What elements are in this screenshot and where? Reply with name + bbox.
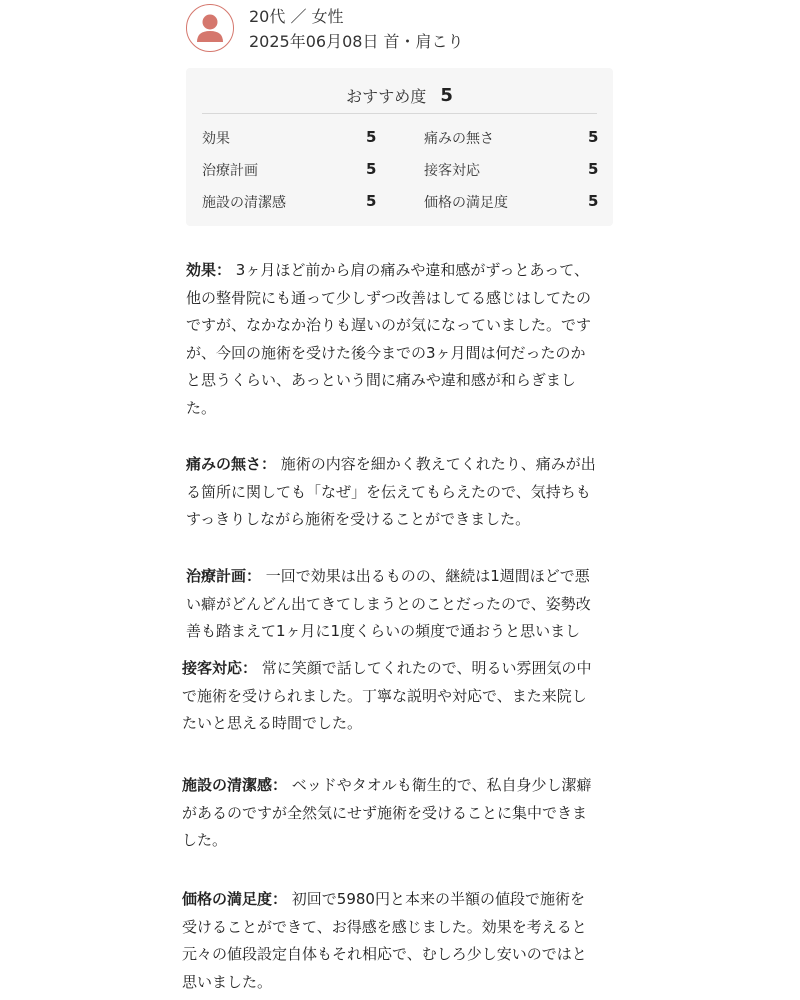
review-line [186,257,591,285]
rating-card [186,68,613,226]
review-section-painless [186,451,596,534]
score-label: 効果 [202,131,230,147]
review-line: た。 [186,398,217,417]
score-row [202,192,597,214]
section-text: 一回で効果は出るものの、継続は1週間ほどで悪 [265,567,590,585]
section-title: 痛みの無さ： [186,455,277,473]
section-title: 治療計画： [186,567,262,585]
section-text: 3ヶ月ほど前から肩の痛みや違和感がずっとあって、 [235,261,589,279]
score-label: 価格の満足度 [424,195,508,211]
review-section-treatment-plan [186,563,591,646]
review-line: 善も踏まえて1ヶ月に1度くらいの頻度で通おうと思いまし [186,622,581,640]
review-line [182,772,592,800]
review-line: 思いました。 [182,972,273,991]
review-section-price [182,886,587,996]
review-line: 元々の値段設定自体もそれ相応で、むしろ少し安いのではと [182,945,587,963]
review-line: と思うくらい、あっという間に痛みや違和感が和らぎまし [186,371,576,389]
review-line: が、今回の施術を受けた後今までの3ヶ月間は何だったのか [186,343,586,362]
score-label: 接客対応 [424,163,480,179]
score-value: 5 [588,128,599,146]
section-text: ベッドやタオルも衛生的で、私自身少し潔癖 [291,776,592,794]
section-text: 初回で5980円と本来の半額の値段で施術を [291,890,585,908]
review-line [182,886,587,914]
score-value: 5 [366,160,377,178]
section-text: 施術の内容を細かく教えてくれたり、痛みが出 [280,455,596,473]
review-section-effect [186,257,591,422]
section-title: 効果： [186,261,232,279]
avatar [186,4,234,52]
review-line [186,563,591,591]
score-label: 治療計画 [202,163,258,179]
review-line: たいと思える時間でした。 [182,714,363,732]
score-row [202,128,597,150]
review-line [182,655,592,683]
review-line: があるのですが全然気にせず施術を受けることに集中できま [182,803,588,822]
review-line: る箇所に関しても「なぜ」を伝えてもらえたので、気持ちも [186,482,591,501]
review-line [186,451,596,479]
score-value: 5 [588,160,599,178]
review-line: 他の整骨院にも通って少しずつ改善はしてる感じはしてたの [186,288,592,307]
reviewer-meta [249,4,464,54]
review-date-area: 2025年06月08日 首・肩こり [249,32,464,51]
score-row [202,160,597,182]
review-section-service [182,655,592,738]
score-value: 5 [366,128,377,146]
section-title: 価格の満足度： [182,890,288,908]
section-title: 施設の清潔感： [182,776,288,794]
review-line: で施術を受けられました。丁寧な説明や対応で、また来院し [182,686,587,705]
score-label: 痛みの無さ [424,131,494,147]
review-line: ですが、なかなか治りも遅いのが気になっていました。です [186,316,592,334]
reviewer-age-gender: 20代 ／ 女性 [249,7,344,26]
review-line: した。 [182,831,228,849]
overall-rating [202,78,597,114]
score-value: 5 [366,192,377,210]
person-icon [187,5,233,51]
section-title: 接客対応： [182,659,258,677]
score-value: 5 [588,192,599,210]
score-label: 施設の清潔感 [202,195,286,211]
section-text: 常に笑顔で話してくれたので、明るい雰囲気の中 [261,659,592,677]
review-line: すっきりしながら施術を受けることができました。 [186,510,531,528]
overall-rating-label: おすすめ度 [346,87,427,106]
review-line: い癖がどんどん出てきてしまうとのことだったので、姿勢改 [186,594,591,613]
overall-rating-value: 5 [440,85,453,106]
review-section-cleanliness [182,772,592,855]
review-line: 受けることができて、お得感を感じました。効果を考えると [182,917,587,936]
reviewer-header [186,4,626,56]
